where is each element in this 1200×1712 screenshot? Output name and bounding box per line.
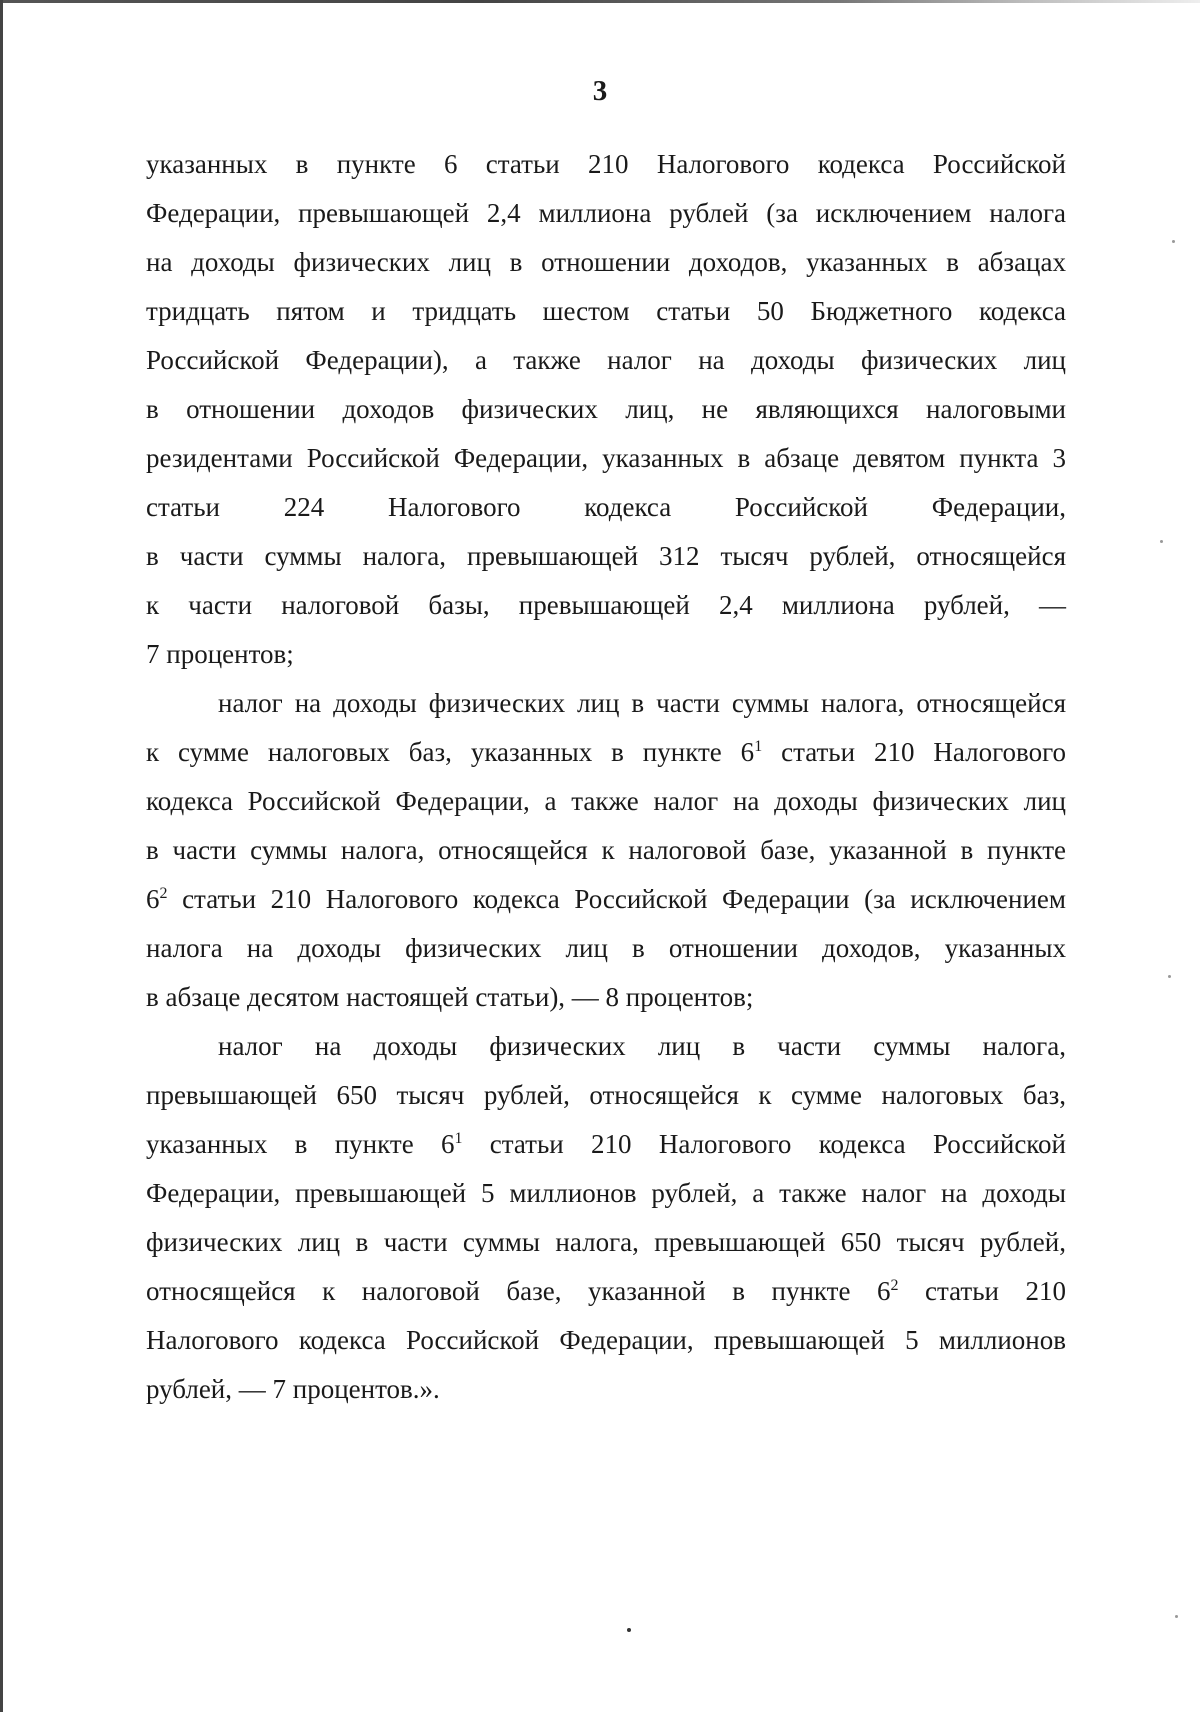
text-segment: статьи 210 Налогового кодекса Российской xyxy=(462,1129,1067,1159)
text-line xyxy=(146,238,1066,287)
text-segment: Налогового кодекса Российской Федерации, превышающей 5 миллионов xyxy=(146,1325,1066,1355)
text-line xyxy=(146,532,1066,581)
text-segment: на доходы физических лиц в отношении доходов, указанных в абзацах xyxy=(146,247,1066,277)
scan-speck xyxy=(1175,1615,1178,1618)
text-segment: рублей, — 7 процентов.». xyxy=(146,1374,440,1404)
text-segment: налог на доходы физических лиц в части суммы налога, xyxy=(218,1031,1066,1061)
text-line xyxy=(146,1218,1066,1267)
text-segment: превышающей 650 тысяч рублей, относящейся к сумме налоговых баз, xyxy=(146,1080,1066,1110)
text-segment: в абзаце десятом настоящей статьи), — 8 процентов; xyxy=(146,982,754,1012)
text-segment: тридцать пятом и тридцать шестом статьи 50 Бюджетного кодекса xyxy=(146,296,1066,326)
text-segment: физических лиц в части суммы налога, превышающей 650 тысяч рублей, xyxy=(146,1227,1066,1257)
text-segment: статьи 224 Налогового кодекса Российской Федерации, xyxy=(146,492,1066,522)
text-segment: кодекса Российской Федерации, а также налог на доходы физических лиц xyxy=(146,786,1066,816)
scan-speck xyxy=(1168,975,1171,978)
scan-speck xyxy=(1160,540,1163,543)
text-line xyxy=(146,826,1066,875)
text-line xyxy=(146,630,1066,679)
text-line xyxy=(146,1365,1066,1414)
text-segment: Федерации, превышающей 2,4 миллиона рублей (за исключением налога xyxy=(146,198,1066,228)
text-line xyxy=(146,483,1066,532)
superscript: 2 xyxy=(159,885,168,902)
text-segment: статьи 210 Налогового xyxy=(762,737,1066,767)
text-line xyxy=(146,1071,1066,1120)
text-line xyxy=(146,140,1066,189)
text-line xyxy=(146,189,1066,238)
text-segment: статьи 210 xyxy=(898,1276,1066,1306)
superscript: 1 xyxy=(754,738,763,755)
text-line xyxy=(146,1120,1066,1169)
text-segment: к сумме налоговых баз, указанных в пункте 6 xyxy=(146,737,755,767)
text-line xyxy=(146,287,1066,336)
text-line xyxy=(146,1316,1066,1365)
text-segment: в части суммы налога, относящейся к налоговой базе, указанной в пункте xyxy=(146,835,1066,865)
text-line xyxy=(146,924,1066,973)
page-number: 3 xyxy=(592,75,608,107)
text-segment: к части налоговой базы, превышающей 2,4 миллиона рублей, — xyxy=(146,590,1066,620)
text-segment: статьи 210 Налогового кодекса Российской Федерации (за исключением xyxy=(167,884,1066,914)
text-line xyxy=(146,1169,1066,1218)
text-line xyxy=(146,973,1066,1022)
text-segment: налог на доходы физических лиц в части суммы налога, относящейся xyxy=(218,688,1066,718)
text-line xyxy=(146,581,1066,630)
text-line xyxy=(146,1022,1066,1071)
text-segment: налога на доходы физических лиц в отношении доходов, указанных xyxy=(146,933,1066,963)
text-segment: в отношении доходов физических лиц, не являющихся налоговыми xyxy=(146,394,1066,424)
document-body xyxy=(146,140,1066,1414)
scan-speck xyxy=(1172,240,1175,243)
superscript: 1 xyxy=(454,1130,463,1147)
text-segment: указанных в пункте 6 xyxy=(146,1129,455,1159)
text-line xyxy=(146,1267,1066,1316)
text-segment: резидентами Российской Федерации, указанных в абзаце девятом пункта 3 xyxy=(146,443,1066,473)
text-segment: 7 процентов; xyxy=(146,639,294,669)
text-segment: Российской Федерации), а также налог на доходы физических лиц xyxy=(146,345,1066,375)
text-segment: относящейся к налоговой базе, указанной в пункте 6 xyxy=(146,1276,891,1306)
scan-left-edge xyxy=(0,0,3,1712)
text-line xyxy=(146,385,1066,434)
scan-speck xyxy=(627,1628,631,1632)
text-line xyxy=(146,434,1066,483)
text-line xyxy=(146,875,1066,924)
superscript: 2 xyxy=(890,1277,899,1294)
text-segment: Федерации, превышающей 5 миллионов рублей, а также налог на доходы xyxy=(146,1178,1066,1208)
text-segment: в части суммы налога, превышающей 312 тысяч рублей, относящейся xyxy=(146,541,1066,571)
text-line xyxy=(146,777,1066,826)
text-segment: указанных в пункте 6 статьи 210 Налогового кодекса Российской xyxy=(146,149,1066,179)
text-segment: 6 xyxy=(146,884,160,914)
text-line xyxy=(146,679,1066,728)
text-line xyxy=(146,336,1066,385)
scan-top-edge xyxy=(0,0,1200,3)
text-line xyxy=(146,728,1066,777)
